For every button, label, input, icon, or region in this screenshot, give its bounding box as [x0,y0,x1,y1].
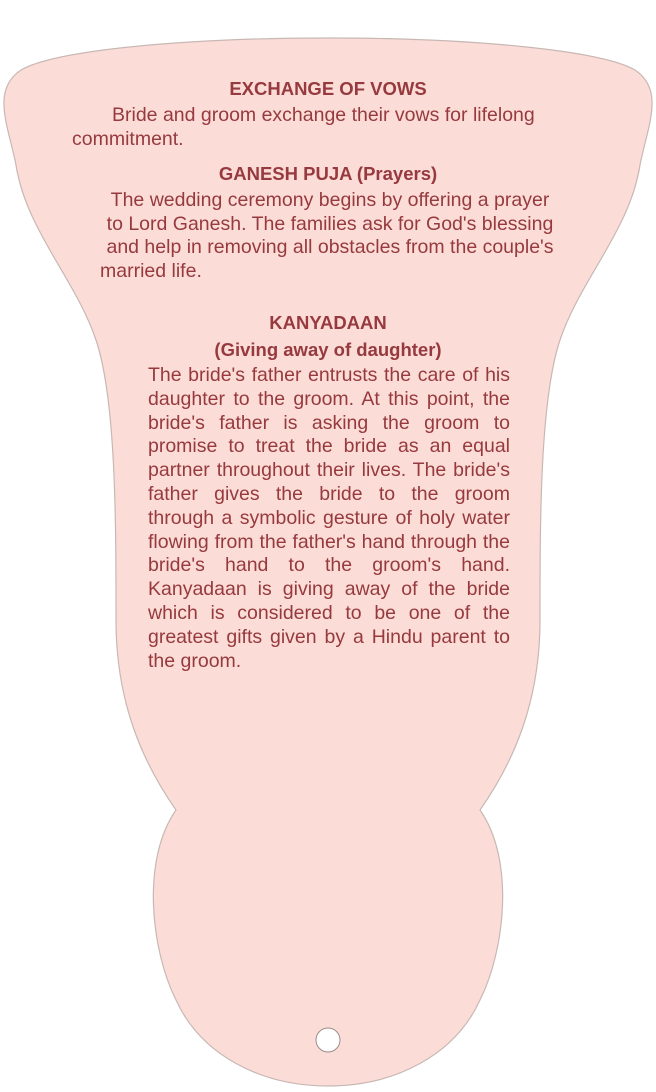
kanyadaan-body: The bride's father entrusts the care of his daughter to the groom. At this point, the bride's father is asking the groom to promise to treat the bride as an equal partner throughout their lives. The bride's father gives the bride to the groom through a symbolic gesture of holy water flowing from the father's hand through the bride's hand to the groom's hand. Kanyadaan is giving away of the bride which is considered to be one of the greatest gifts given by a Hindu parent to the groom. [148,364,510,672]
kanyadaan-subheading: (Giving away of daughter) [214,339,442,360]
kanyadaan-heading: KANYADAAN [269,312,387,333]
ganesh-heading: GANESH PUJA (Prayers) [218,163,438,184]
vows-heading: EXCHANGE OF VOWS [229,78,427,99]
ganesh-body: The wedding ceremony begins by offering a prayer to Lord Ganesh. The families ask for God's blessing and help in removing all obstacles from the couple's married life. [100,189,554,282]
vows-body: Bride and groom exchange their vows for lifelong commitment. [72,104,535,150]
